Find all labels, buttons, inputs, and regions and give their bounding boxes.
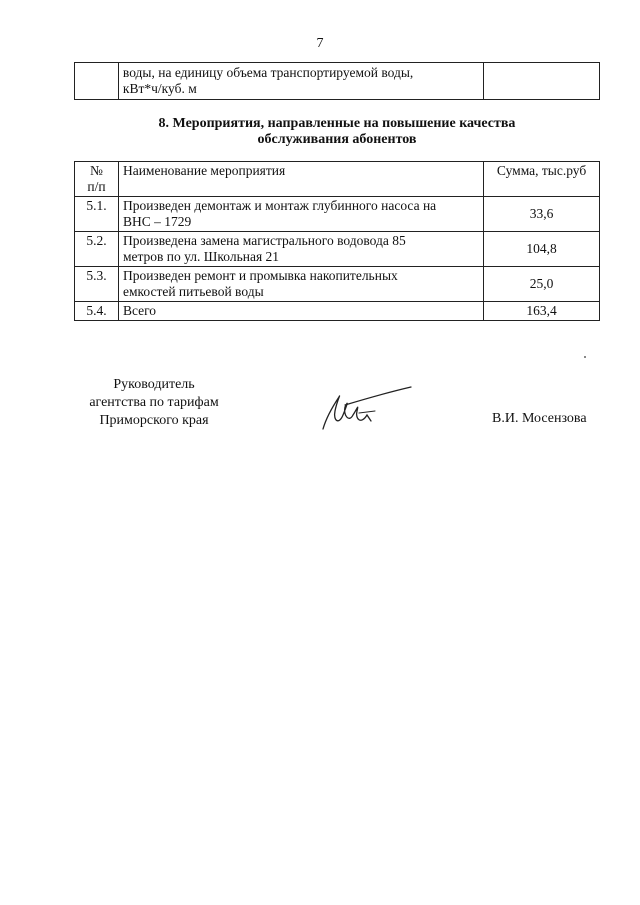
table-header-row	[75, 162, 600, 197]
row-name	[118, 197, 483, 232]
row-name: Всего	[118, 302, 483, 321]
header-amount: Сумма, тыс.руб	[484, 162, 600, 197]
signatory-title-line: Приморского края	[99, 413, 209, 428]
signatory-title	[84, 376, 224, 430]
signatory-name: В.И. Мосензова	[492, 411, 587, 426]
row-amount: 33,6	[484, 197, 600, 232]
row-name-line: емкостей питьевой воды	[122, 284, 264, 299]
row-num: 5.3.	[75, 267, 119, 302]
section-heading	[74, 116, 600, 148]
table-row	[75, 197, 600, 232]
cell-text-line: кВт*ч/куб. м	[122, 81, 197, 96]
page-number: 7	[316, 36, 324, 51]
header-num-line: №	[90, 163, 103, 178]
row-amount: 25,0	[484, 267, 600, 302]
scan-mark	[584, 356, 586, 358]
row-num: 5.1.	[75, 197, 119, 232]
row-name	[118, 232, 483, 267]
header-name: Наименование мероприятия	[118, 162, 483, 197]
row-name-line: метров по ул. Школьная 21	[122, 249, 280, 264]
handwritten-signature	[315, 385, 415, 435]
header-num-line: п/п	[87, 179, 106, 194]
table-cell-amount	[484, 63, 600, 100]
heading-line: 8. Мероприятия, направленные на повышение качества	[158, 116, 516, 131]
row-name-line: Произведена замена магистрального водовода 85	[122, 233, 406, 248]
header-num	[75, 162, 119, 197]
row-amount: 104,8	[484, 232, 600, 267]
table-cell-num	[75, 63, 119, 100]
table-row-total	[75, 302, 600, 321]
signatory-title-line: агентства по тарифам	[89, 395, 219, 410]
row-num: 5.4.	[75, 302, 119, 321]
row-name-line: ВНС – 1729	[122, 214, 192, 229]
row-num: 5.2.	[75, 232, 119, 267]
signatory-title-line: Руководитель	[113, 377, 195, 392]
row-name	[118, 267, 483, 302]
cell-text-line: воды, на единицу объема транспортируемой воды,	[122, 65, 414, 80]
table-cell-name	[118, 63, 483, 100]
heading-line: обслуживания абонентов	[257, 132, 417, 147]
table-row	[75, 63, 600, 100]
row-name-line: Произведен демонтаж и монтаж глубинного насоса на	[122, 198, 437, 213]
row-name-line: Произведен ремонт и промывка накопительных	[122, 268, 398, 283]
table-row	[75, 232, 600, 267]
measures-table	[74, 161, 600, 321]
row-amount: 163,4	[484, 302, 600, 321]
table-row	[75, 267, 600, 302]
continuation-table	[74, 62, 600, 100]
